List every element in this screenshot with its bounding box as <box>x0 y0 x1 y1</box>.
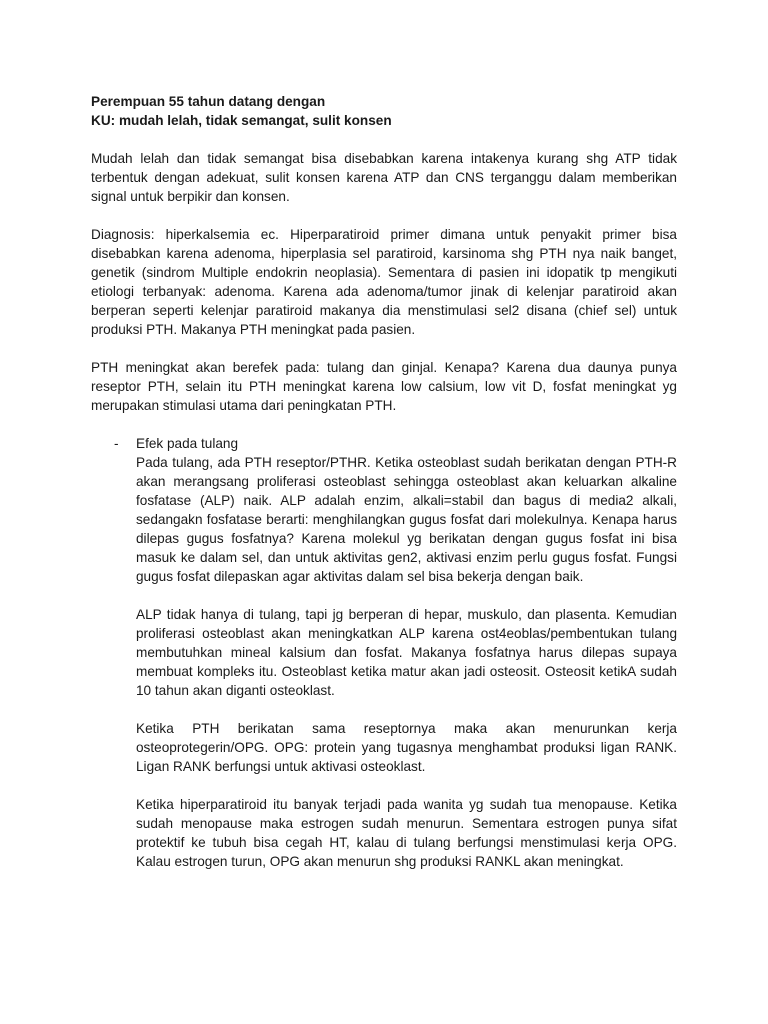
bone-paragraph-pthr: Pada tulang, ada PTH reseptor/PTHR. Ketika osteoblast sudah berikatan dengan PTH-R akan merangsang proliferasi osteoblast sehingga osteoblast akan keluarkan alkaline fosfatase (ALP) naik. ALP adalah enzim, alkali=stabil dan bagus di media2 alkali, sedangakn fosfatase berarti: menghilangkan gugus fosfat dari molekulnya. Kenapa harus dilepas gugus fosfatnya? Karena molekul yg berikatan dengan gugus fosfat ini bisa masuk ke dalam sel, dan untuk aktivitas gen2, aktivasi enzim perlu gugus fosfat. Fungsi gugus fosfat dilepaskan agar aktivitas dalam sel bisa bekerja dengan baik. <box>136 455 677 584</box>
bone-paragraph-alp: ALP tidak hanya di tulang, tapi jg berperan di hepar, muskulo, dan plasenta. Kemudian proliferasi osteoblast akan meningkatkan ALP karena ost4eoblas/pembentukan tulang membutuhkan mineal kalsium dan fosfat. Makanya fosfatnya harus dilepas supaya membuat kompleks itu. Osteoblast ketika matur akan jadi osteosit. Osteosit ketikA sudah 10 tahun akan diganti osteoklast. <box>136 607 677 698</box>
list-item <box>91 434 677 871</box>
paragraph-diagnosis: Diagnosis: hiperkalsemia ec. Hiperparatiroid primer dimana untuk penyakit primer bisa disebabkan karena adenoma, hiperplasia sel paratiroid, karsinoma shg PTH nya naik banget, genetik (sindrom Multiple endokrin neoplasia). Sementara di pasien ini idopatik tp mengikuti etiologi terbanyak: adenoma. Karena ada adenoma/tumor jinak di kelenjar paratiroid akan berperan seperti kelenjar paratiroid makanya dia menstimulasi sel2 disana (chief sel) untuk produksi PTH. Makanya PTH meningkat pada pasien. <box>91 227 677 337</box>
bone-paragraph-menopause: Ketika hiperparatiroid itu banyak terjadi pada wanita yg sudah tua menopause. Ketika sudah menopause maka estrogen sudah menurun. Sementara estrogen punya sifat protektif ke tubuh bisa cegah HT, kalau di tulang berfungsi menstimulasi kerja OPG. Kalau estrogen turun, OPG akan menurun shg produksi RANKL akan meningkat. <box>136 797 677 869</box>
document-title-line-2: KU: mudah lelah, tidak semangat, sulit konsen <box>91 113 392 128</box>
document-title-line-1: Perempuan 55 tahun datang dengan <box>91 94 326 109</box>
list-item-title: Efek pada tulang <box>136 436 239 451</box>
bone-paragraph-opg: Ketika PTH berikatan sama reseptornya maka akan menurunkan kerja osteoprotegerin/OPG. OPG: protein yang tugasnya menghambat produksi ligan RANK. Ligan RANK berfungsi untuk aktivasi osteoklast. <box>136 721 677 774</box>
list-bullet: - <box>114 436 119 451</box>
paragraph-pth-effects: PTH meningkat akan berefek pada: tulang dan ginjal. Kenapa? Karena dua daunya punya reseptor PTH, selain itu PTH meningkat karena low calsium, low vit D, fosfat meningkat yg merupakan stimulasi utama dari peningkatan PTH. <box>91 360 677 413</box>
document-page <box>91 92 677 871</box>
bone-effects-list <box>91 434 677 871</box>
paragraph-symptoms: Mudah lelah dan tidak semangat bisa disebabkan karena intakenya kurang shg ATP tidak terbentuk dengan adekuat, sulit konsen karena ATP dan CNS terganggu dalam memberikan signal untuk berpikir dan konsen. <box>91 151 677 204</box>
